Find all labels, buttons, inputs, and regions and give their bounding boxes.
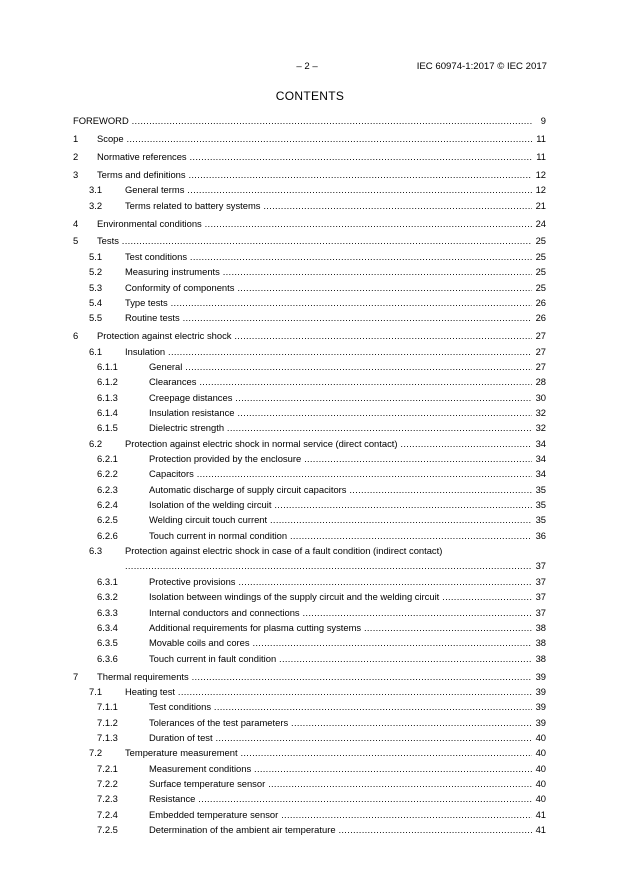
toc-entry[interactable] <box>73 621 546 634</box>
toc-entry[interactable] <box>73 296 546 309</box>
toc-entry-number: 6.3 <box>89 545 103 557</box>
toc-entry[interactable] <box>73 234 546 247</box>
toc-entry-title: Automatic discharge of supply circuit capacitors ..... <box>149 483 532 496</box>
toc-entry-page: 25 <box>535 250 546 262</box>
toc-entry[interactable] <box>73 250 546 263</box>
toc-entry-number: 7.1.2 <box>97 716 118 728</box>
toc-entry-title: FOREWORD ..... <box>73 114 532 127</box>
toc-entry-page: 41 <box>535 808 546 820</box>
toc-entry[interactable] <box>73 529 546 542</box>
toc-entry-title: Test conditions ..... <box>125 250 532 263</box>
toc-entry-page: 38 <box>535 637 546 649</box>
standard-reference: IEC 60974-1:2017 © IEC 2017 <box>416 61 547 72</box>
toc-entry[interactable] <box>73 132 546 145</box>
toc-entry-number: 3.1 <box>89 184 103 196</box>
toc-entry-number: 4 <box>73 217 79 229</box>
toc-entry-page: 35 <box>535 514 546 526</box>
toc-entry-page: 30 <box>535 391 546 403</box>
toc-entry[interactable] <box>73 281 546 294</box>
toc-entry-page: 40 <box>535 731 546 743</box>
toc-entry-number: 6.2.4 <box>97 499 118 510</box>
toc-entry[interactable] <box>73 498 546 511</box>
toc-entry[interactable] <box>73 452 546 465</box>
toc-entry-number: 6.3.4 <box>97 621 118 633</box>
toc-entry-page: 11 <box>536 132 546 144</box>
toc-entry-page: 11 <box>536 150 546 162</box>
toc-entry[interactable] <box>73 777 546 790</box>
toc-entry[interactable] <box>73 823 546 836</box>
toc-entry-title: Thermal requirements ..... <box>97 670 532 683</box>
toc-entry[interactable] <box>73 345 546 358</box>
toc-entry-title: Normative references ..... <box>97 150 532 163</box>
toc-entry-number: 6.1.3 <box>97 391 118 403</box>
toc-entry-number: 6.3.1 <box>97 575 118 587</box>
toc-entry-title: Determination of the ambient air temperature ..... <box>149 823 532 836</box>
toc-entry-page: 32 <box>535 422 546 434</box>
toc-entry[interactable] <box>73 483 546 496</box>
toc-entry-title: Internal conductors and connections ..... <box>149 606 532 619</box>
toc-entry-title: Tests ..... <box>97 234 532 247</box>
toc-entry-page: 37 <box>535 606 546 618</box>
toc-entry[interactable] <box>73 467 546 480</box>
toc-entry-number: 6.1.1 <box>97 360 118 372</box>
toc-entry-page: 27 <box>535 345 546 357</box>
toc-entry[interactable] <box>73 437 546 450</box>
toc-entry-number: 7.2.1 <box>97 762 118 774</box>
toc-entry[interactable] <box>73 575 546 588</box>
toc-entry-page: 9 <box>540 115 546 126</box>
toc-entry-title: Movable coils and cores ..... <box>149 636 532 649</box>
toc-entry-title: Capacitors ..... <box>149 467 532 480</box>
toc-entry-page: 12 <box>535 184 546 196</box>
toc-entry[interactable] <box>73 762 546 775</box>
toc-entry[interactable] <box>73 375 546 388</box>
page-number: – 2 – <box>296 61 318 72</box>
toc-entry-number: 6.1.5 <box>97 422 118 434</box>
toc-entry[interactable] <box>73 513 546 526</box>
toc-entry-number: 6.1 <box>89 345 103 357</box>
toc-entry-number: 6.2.1 <box>97 453 118 464</box>
toc-entry-title: Welding circuit touch current ..... <box>149 513 532 526</box>
toc-entry-title: Terms and definitions ..... <box>97 168 532 181</box>
toc-entry[interactable] <box>73 114 546 127</box>
toc-entry-page: 27 <box>535 360 546 372</box>
dot-leader <box>125 559 532 572</box>
toc-entry[interactable] <box>73 150 546 163</box>
toc-entry-number: 6.3.3 <box>97 606 118 618</box>
toc-entry-page: 39 <box>535 670 546 682</box>
toc-entry-page: 25 <box>535 235 546 247</box>
toc-entry-title: Resistance ..... <box>149 792 532 805</box>
toc-entry[interactable] <box>73 685 546 698</box>
toc-entry-page: 35 <box>535 483 546 495</box>
toc-entry-page: 25 <box>535 281 546 293</box>
toc-entry-page: 25 <box>535 266 546 278</box>
toc-entry[interactable] <box>73 700 546 713</box>
toc-entry[interactable] <box>73 406 546 419</box>
toc-entry-title: Creepage distances ..... <box>149 391 532 404</box>
toc-entry-title: Type tests ..... <box>125 296 532 309</box>
toc-entry-number: 7.2.2 <box>97 777 118 789</box>
toc-entry-page: 40 <box>535 777 546 789</box>
toc-entry-page: 40 <box>535 793 546 805</box>
toc-entry[interactable] <box>73 652 546 665</box>
toc-entry-number: 6.1.4 <box>97 406 118 418</box>
toc-entry[interactable] <box>73 792 546 805</box>
toc-entry-number: 6.2.2 <box>97 468 118 480</box>
toc-entry-number: 6 <box>73 330 79 342</box>
toc-entry[interactable] <box>73 731 546 744</box>
toc-entry-title: Routine tests ..... <box>125 311 532 324</box>
toc-entry-number: 7.1 <box>89 685 103 697</box>
toc-entry-title: Touch current in fault condition ..... <box>149 652 532 665</box>
toc-entry-number: 1 <box>73 132 79 144</box>
toc-entry-page: 39 <box>535 716 546 728</box>
toc-entry-title: Insulation ..... <box>125 345 532 358</box>
toc-entry-title: General terms ..... <box>125 183 532 196</box>
toc-entry-number: 6.2.3 <box>97 483 118 495</box>
toc-entry[interactable] <box>73 636 546 649</box>
toc-entry-page: 37 <box>535 591 546 603</box>
toc-entry-page: 37 <box>535 560 546 572</box>
toc-entry[interactable] <box>73 391 546 404</box>
toc-entry-number: 7.2 <box>89 747 103 759</box>
toc-entry-page: 34 <box>535 453 546 464</box>
toc-entry-page: 34 <box>535 437 546 449</box>
toc-entry-continuation[interactable] <box>73 559 546 572</box>
toc-entry-title: Environmental conditions ..... <box>97 217 532 230</box>
toc-entry-number: 7 <box>73 670 79 682</box>
toc-entry-page: 40 <box>535 747 546 759</box>
toc-entry-page: 38 <box>535 652 546 664</box>
toc-entry[interactable] <box>73 360 546 373</box>
toc-entry-number: 2 <box>73 150 79 162</box>
toc-entry-number: 5.4 <box>89 296 103 308</box>
toc-entry-number: 7.1.1 <box>97 701 118 713</box>
toc-entry-number: 6.2 <box>89 437 103 449</box>
toc-entry[interactable] <box>73 606 546 619</box>
toc-entry-number: 7.2.5 <box>97 824 118 835</box>
toc-entry-title: Temperature measurement ..... <box>125 746 532 759</box>
toc-entry-page: 39 <box>535 701 546 713</box>
toc-entry-number: 6.3.5 <box>97 637 118 649</box>
toc-entry-title: Measuring instruments ..... <box>125 265 532 278</box>
toc-entry-title: Embedded temperature sensor ..... <box>149 808 532 821</box>
toc-entry-title: Protection provided by the enclosure ..... <box>149 452 532 465</box>
toc-entry-number: 5.1 <box>89 250 103 262</box>
toc-entry-number: 5.5 <box>89 312 103 324</box>
toc-entry[interactable] <box>73 590 546 603</box>
toc-entry-title: Conformity of components ..... <box>125 281 532 294</box>
toc-entry-number: 6.1.2 <box>97 376 118 388</box>
toc-entry-title: Insulation resistance ..... <box>149 406 532 419</box>
toc-entry-number: 6.3.6 <box>97 652 118 664</box>
toc-entry-title: Measurement conditions ..... <box>149 762 532 775</box>
toc-entry-page: 41 <box>535 824 546 835</box>
toc-entry-title: Protective provisions ..... <box>149 575 532 588</box>
toc-entry-page: 26 <box>535 296 546 308</box>
toc-entry[interactable] <box>73 311 546 324</box>
toc-entry[interactable] <box>73 183 546 196</box>
toc-entry-number: 7.2.3 <box>97 793 118 805</box>
toc-entry-number: 6.3.2 <box>97 591 118 603</box>
toc-entry-page: 40 <box>535 762 546 774</box>
toc-entry-number: 5 <box>73 235 79 247</box>
toc-entry-page: 34 <box>535 468 546 480</box>
toc-entry-page: 28 <box>535 376 546 388</box>
toc-entry-title: Isolation between windings of the supply circuit and the welding circuit ..... <box>149 590 532 603</box>
toc-entry-page: 32 <box>535 406 546 418</box>
toc-entry-title: Duration of test ..... <box>149 731 532 744</box>
toc-entry-page: 27 <box>535 330 546 342</box>
toc-entry[interactable] <box>73 421 546 434</box>
toc-entry-title: Scope ..... <box>97 132 532 145</box>
toc-entry-page: 21 <box>535 199 546 211</box>
toc-entry-title: Clearances ..... <box>149 375 532 388</box>
toc-entry-title: Protection against electric shock in case of a fault condition (indirect contact) <box>125 545 443 557</box>
toc-entry[interactable] <box>73 329 546 342</box>
toc-entry-title: Protection against electric shock ..... <box>97 329 532 342</box>
toc-entry-title: Terms related to battery systems ..... <box>125 199 532 212</box>
toc-entry-number: 5.3 <box>89 281 103 293</box>
toc-entry-title: Protection against electric shock in normal service (direct contact) ..... <box>125 437 532 450</box>
toc-entry-title: Surface temperature sensor ..... <box>149 777 532 790</box>
toc-entry[interactable] <box>73 670 546 683</box>
toc-entry[interactable] <box>73 217 546 230</box>
toc-entry-page: 37 <box>535 575 546 587</box>
toc-entry-page: 12 <box>535 168 546 180</box>
toc-entry[interactable] <box>73 746 546 759</box>
toc-entry-title: Tolerances of the test parameters ..... <box>149 716 532 729</box>
toc-entry[interactable] <box>73 265 546 278</box>
toc-entry-number: 3 <box>73 168 79 180</box>
toc-entry-page: 24 <box>535 217 546 229</box>
toc-entry-title: Isolation of the welding circuit ..... <box>149 498 532 511</box>
toc-entry-title: Dielectric strength ..... <box>149 421 532 434</box>
toc-entry[interactable] <box>73 544 546 557</box>
toc-entry-title: Touch current in normal condition ..... <box>149 529 532 542</box>
toc-entry-number: 6.2.5 <box>97 514 118 526</box>
toc-entry-page: 26 <box>535 312 546 324</box>
toc-entry-number: 7.1.3 <box>97 731 118 743</box>
toc-entry-title: General ..... <box>149 360 532 373</box>
toc-entry-title: Heating test ..... <box>125 685 532 698</box>
contents-title: CONTENTS <box>275 89 345 103</box>
toc-entry[interactable] <box>73 199 546 212</box>
toc-entry-number: 5.2 <box>89 266 103 278</box>
toc-entry-page: 36 <box>535 529 546 541</box>
toc-entry-number: 7.2.4 <box>97 808 118 820</box>
toc-entry-page: 35 <box>535 499 546 510</box>
toc-entry-page: 38 <box>535 621 546 633</box>
toc-entry[interactable] <box>73 808 546 821</box>
toc-entry-page: 39 <box>535 685 546 697</box>
toc-entry-title: Test conditions ..... <box>149 700 532 713</box>
toc-entry-number: 6.2.6 <box>97 529 118 541</box>
toc-entry-number: 3.2 <box>89 199 103 211</box>
toc-entry[interactable] <box>73 168 546 181</box>
toc-entry[interactable] <box>73 716 546 729</box>
toc-entry-title: Additional requirements for plasma cutting systems ..... <box>149 621 532 634</box>
